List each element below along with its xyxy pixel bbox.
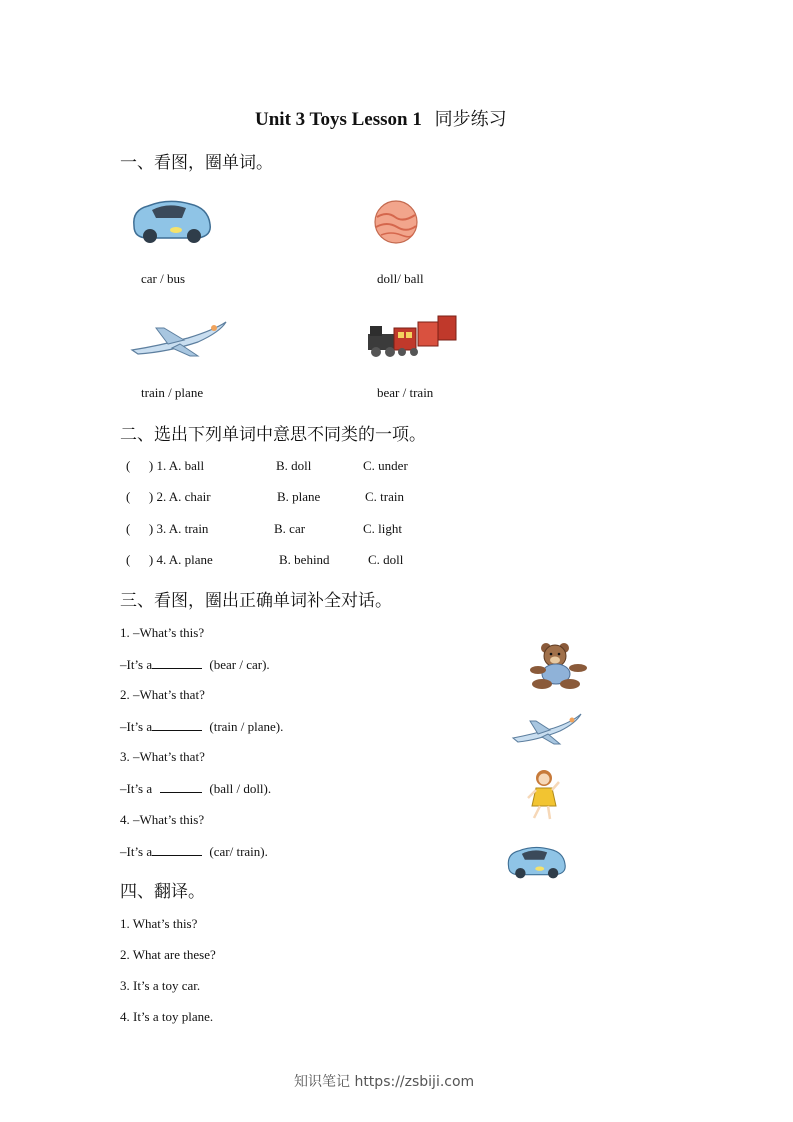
option-c: C. train <box>365 489 404 504</box>
dialog-answer <box>120 843 268 860</box>
car-icon <box>504 842 568 882</box>
section3-heading: 三、看图，圈出正确单词补全对话。 <box>120 591 392 611</box>
translate-item: 1. What’s this? <box>120 916 198 931</box>
doll-icon <box>526 768 562 822</box>
section1-choice-2: doll/ ball <box>377 271 424 286</box>
answer-prefix: –It’s a <box>120 781 153 796</box>
open-paren: ( <box>126 458 131 473</box>
translate-item: 3. It’s a toy car. <box>120 978 201 993</box>
close-paren: ) <box>148 521 154 536</box>
section4-heading: 四、翻译。 <box>120 882 205 902</box>
option-c: C. doll <box>368 552 404 567</box>
option-c: C. light <box>363 521 403 536</box>
section1-choice-4: bear / train <box>377 385 434 400</box>
option-c: C. under <box>363 458 408 473</box>
open-paren: ( <box>126 552 131 567</box>
answer-blank[interactable] <box>152 656 202 669</box>
close-paren: ) <box>148 552 154 567</box>
question-row <box>126 521 208 537</box>
answer-options: (train / plane). <box>209 719 284 734</box>
option-b: B. doll <box>276 458 312 473</box>
plane-icon <box>510 710 584 746</box>
car-icon <box>128 196 214 246</box>
dialog-question: 4. –What’s this? <box>120 812 205 827</box>
answer-options: (ball / doll). <box>209 781 272 796</box>
train-icon <box>362 308 460 360</box>
option-b: B. car <box>274 521 306 536</box>
option-b: B. plane <box>277 489 321 504</box>
close-paren: ) <box>148 458 154 473</box>
section1-heading: 一、看图，圈单词。 <box>120 153 273 173</box>
option-b: B. behind <box>279 552 330 567</box>
footer-watermark: 知识笔记 https://zsbiji.com <box>294 1074 475 1090</box>
answer-prefix: –It’s a <box>120 719 153 734</box>
dialog-question: 1. –What’s this? <box>120 625 205 640</box>
page-title <box>255 105 507 131</box>
section1-choice-1: car / bus <box>141 271 186 286</box>
answer-prefix: –It’s a <box>120 657 153 672</box>
open-paren: ( <box>126 489 131 504</box>
option-a: 4. A. plane <box>156 552 213 567</box>
translate-item: 4. It’s a toy plane. <box>120 1009 214 1024</box>
answer-blank[interactable] <box>160 780 202 793</box>
answer-options: (bear / car). <box>209 657 270 672</box>
dialog-question: 3. –What’s that? <box>120 749 205 764</box>
title-chinese: 同步练习 <box>434 109 507 130</box>
section1-choice-3: train / plane <box>141 385 204 400</box>
dialog-question: 2. –What’s that? <box>120 687 205 702</box>
answer-blank[interactable] <box>152 843 202 856</box>
plane-icon <box>128 316 230 358</box>
close-paren: ) <box>148 489 154 504</box>
answer-options: (car/ train). <box>209 844 268 859</box>
translate-item: 2. What are these? <box>120 947 216 962</box>
dialog-answer <box>120 656 270 673</box>
question-row <box>126 552 213 568</box>
answer-prefix: –It’s a <box>120 844 153 859</box>
question-row <box>126 458 204 474</box>
option-a: 3. A. train <box>156 521 209 536</box>
open-paren: ( <box>126 521 131 536</box>
option-a: 2. A. chair <box>156 489 211 504</box>
option-a: 1. A. ball <box>156 458 205 473</box>
dialog-answer <box>120 780 271 797</box>
dialog-answer <box>120 718 283 735</box>
question-row <box>126 489 211 505</box>
ball-icon <box>373 199 419 245</box>
title-english: Unit 3 Toys Lesson 1 <box>255 109 422 130</box>
answer-blank[interactable] <box>152 718 202 731</box>
bear-icon <box>528 640 590 690</box>
section2-heading: 二、选出下列单词中意思不同类的一项。 <box>120 425 426 445</box>
